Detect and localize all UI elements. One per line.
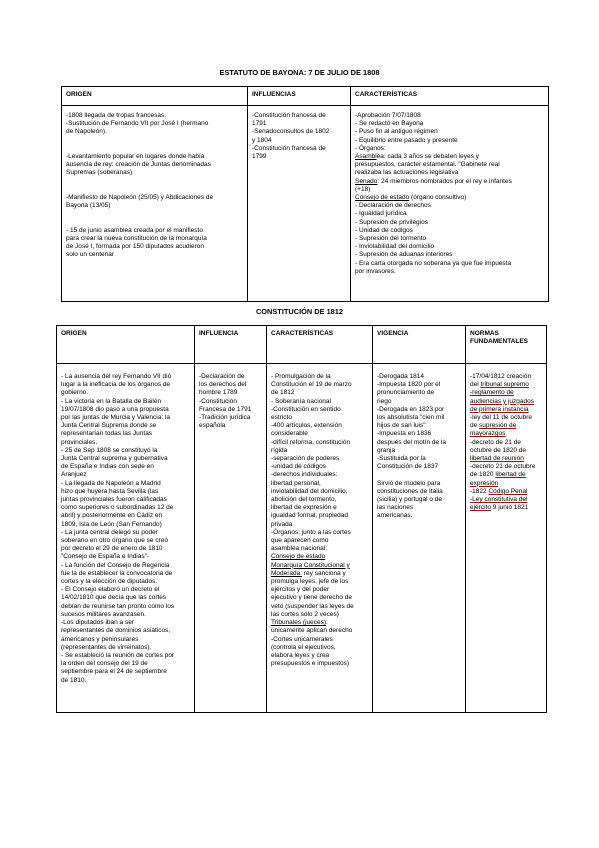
origen-line: - La junta central delegó su poder [61, 528, 158, 536]
norma-text: de [470, 422, 480, 430]
origen-line: hizo que huyera hasta Sevilla (las [61, 487, 159, 495]
codigo-penal-term: Código Penal [488, 487, 528, 495]
norma-text: del [470, 381, 481, 389]
table-row [57, 364, 547, 713]
caracteristica-line: -Aprobación 7/07/1808 [355, 112, 421, 119]
caracteristica-line: asamblea nacional: [271, 545, 328, 553]
senado-text: : 24 miembros nombrados por el rey e infantes [377, 177, 512, 185]
caracteristica-line: -400 artículos, extensión [271, 422, 342, 430]
ejercito-term: ejército [470, 504, 491, 512]
origen-line: "Consejo de España e Indias"- [61, 553, 150, 561]
caracteristica-line: - Puso fin al antiguo régimen [355, 128, 438, 136]
origen-line: de 1810. [61, 676, 87, 684]
header-origen: ORIGEN [62, 87, 248, 106]
origen-line: Junta Central suprema y gubernativa [61, 455, 168, 463]
caracteristica-line: que aparecen como [271, 537, 329, 545]
caracteristica-line: privada [271, 520, 293, 528]
origen-line: para crear la nueva constitución de la monarquía [66, 234, 207, 242]
header-influencia: INFLUENCIA [195, 326, 267, 364]
consejo-text: (órgano consultivo) [409, 194, 467, 202]
header-line: FUNDAMENTALES [470, 338, 529, 345]
caracteristica-line [355, 194, 544, 202]
origen-line: -Sustitución de Fernando VII por José I (hermano [66, 120, 209, 128]
origen-line: representarían todas las Juntas [61, 430, 153, 438]
spacer [377, 471, 461, 479]
vigencia-line: -Impuesta 1820 por el [377, 381, 441, 389]
influencia-line: -Constitución francesa de [252, 144, 326, 152]
reglamento-term: -reglamento de [470, 389, 514, 397]
reglamento-term: de primera instancia [470, 405, 529, 413]
vigencia-line: hijos de san luis" [377, 422, 426, 430]
caracteristica-line: de 1812 [271, 389, 295, 397]
estatuto-title: ESTATUTO DE BAYONA: 7 DE JULIO DE 1808 [219, 68, 380, 77]
consejo-estado-term: Consejo de estado [271, 553, 326, 561]
vigencia-line: los absolutista "cien mil [377, 414, 445, 422]
influencia-line: -Constitución francesa de [252, 112, 326, 119]
norma-line: -decreto 21 de octubre [470, 463, 536, 471]
caracteristica-line: -Órganos: junto a las cortes [271, 528, 351, 536]
caracteristica-line: -Cortes unicamerales [271, 635, 333, 643]
vigencia-line: riego [377, 397, 392, 405]
table-header-row [62, 87, 549, 106]
vigencia-line: pronunciamiento de [377, 389, 435, 397]
caracteristica-line: - Órganos: [355, 144, 386, 152]
estatuto-origen-cell [62, 106, 248, 302]
caracteristica-line [355, 153, 544, 161]
origen-line: cortes y la elección de diputados. [61, 578, 158, 586]
vigencia-line: americanas. [377, 512, 413, 520]
caracteristica-line: - Equilibrio entre pasado y presente [355, 136, 458, 144]
origen-line: fue la de establecer la convocatoria de [61, 569, 173, 577]
spacer [66, 178, 243, 186]
origen-line: - La función del Consejo de Regencia [61, 561, 170, 569]
vigencia-line: Constitución de 1837 [377, 463, 439, 471]
vigencia-line: después del motín de la [377, 438, 447, 446]
origen-line: representantes de dominios asiáticos, [61, 627, 171, 635]
monarquia-term: Monarquía Constitucional y [271, 561, 350, 569]
caracteristica-line: -derechos individuales: [271, 471, 338, 479]
caracteristica-line: - Se redactó en Bayona [355, 120, 424, 128]
caracteristica-line: realizaba las actuaciones legislativa [355, 169, 459, 177]
tribunales-colon: : [326, 619, 328, 627]
vigencia-line: -Impuesta en 1836 [377, 430, 432, 438]
moderada-text: rey sanciona y [302, 569, 346, 577]
influencia-line: española [199, 422, 226, 430]
norma-line: octubre de 1820 de [470, 446, 527, 454]
caracteristica-line: - Inviolabilidad del domicilio [355, 243, 435, 251]
libertad-term: libertad de [495, 471, 526, 479]
influencia-line: -Constitución [199, 397, 237, 405]
caracteristica-line: (controla el ejecutivos, [271, 643, 336, 651]
asamblea-term: Asambl [355, 153, 377, 161]
caracteristica-line: - Promulgación de la [271, 373, 331, 380]
origen-line: (representantes de virreinatos). [61, 643, 152, 651]
header-normas-fundamentales [466, 326, 547, 364]
norma-line [470, 381, 542, 389]
caracteristica-line: -difícil reforma, constitución [271, 438, 351, 446]
caracteristica-line [271, 570, 368, 578]
estatuto-influencias-cell [248, 106, 351, 302]
norma-line: -17/04/1812 creación [470, 373, 532, 380]
vigencia-line: -Sustituida por la [377, 455, 426, 463]
header-origen: ORIGEN [57, 326, 195, 364]
caracteristica-line: rígida [271, 446, 288, 454]
origen-line: 19/07/1808 dio paso a una propuesta [61, 405, 169, 413]
origen-line: - Se estableció la reunión de cortes por [61, 651, 175, 659]
constitucion-title: CONSTITUCIÓN DE 1812 [255, 307, 344, 316]
origen-line: lugar a la ineficacia de los órganos de [61, 381, 171, 389]
norma-text: de 1820 [470, 471, 496, 479]
moderada-term: Moderada: [271, 569, 303, 577]
norma-line: -decreto de 21 de [470, 438, 521, 446]
origen-line: Bayona (13/05) [66, 202, 111, 210]
origen-line: de José I, formada por 150 diputados acudieron [66, 243, 205, 251]
spacer [66, 145, 243, 153]
caracteristica-line: elabora leyes y crea [271, 651, 330, 659]
norma-line [470, 504, 542, 512]
caracteristica-line: estricto [271, 414, 292, 422]
table-row [62, 106, 549, 302]
origen-line: - El Consejo elaboró un decreto el [61, 586, 160, 594]
caracteristica-line: abolición del tormento, [271, 496, 337, 504]
spacer [66, 137, 243, 145]
norma-line [470, 422, 542, 430]
norma-line [470, 488, 542, 496]
origen-line: de España e Indias con sede en [61, 463, 154, 471]
influencia-line: hombre 1789 [199, 389, 238, 397]
caracteristica-line: veto (suspender las leyes de [271, 602, 354, 610]
consejo-term: Consejo de estado [355, 194, 410, 202]
origen-line: - 25 de Sep 1808 se constituyó la [61, 446, 158, 454]
origen-line: por decreto el 29 de enero de 1810 [61, 545, 163, 553]
origen-line: septiembre para el 24 de septiembre [61, 668, 167, 676]
caracteristica-line: presupuestos, carácter estamental. "Gabinete real [355, 161, 500, 169]
origen-line: - La llegada de Napoleón a Madrid [61, 479, 161, 487]
norma-text: 9 junio 1821 [490, 504, 529, 512]
origen-line: Aranjuez [61, 471, 87, 479]
spacer [66, 210, 243, 218]
influencia-line: 1791 [252, 120, 267, 128]
origen-line: juntas provinciales fueron calificadas [61, 496, 167, 504]
origen-line: por las juntas de Murcia y Valencia: la [61, 414, 170, 422]
caracteristica-line: promulga leyes, jefe de los [271, 578, 349, 586]
influencia-line: y 1804 [252, 136, 272, 144]
caracteristica-line: únicamente aplican derecho [271, 627, 353, 635]
caracteristica-line: -Constitución en sentido [271, 405, 341, 413]
caracteristica-line: - Igualdad jurídica [355, 210, 407, 218]
caracteristica-line: ejércitos y del poder [271, 586, 330, 594]
origen-line: gobierno. [61, 389, 89, 397]
reglamento-term: audiencias y juzgados [470, 397, 534, 405]
origen-line: Junta Central Suprema donde se [61, 422, 157, 430]
origen-line: ausencia de rey: creación de Juntas denominadas [66, 161, 211, 169]
origen-line: -Levantamiento popular en lugares donde había [66, 152, 205, 160]
origen-line: debían de reunirse tan pronto como los [61, 602, 175, 610]
caracteristica-line: libertad personal, [271, 479, 321, 487]
caracteristica-line: - Supresión de aduanas interiores [355, 251, 453, 259]
estatuto-caracteristicas-cell [351, 106, 549, 302]
header-caracteristicas: CARACTERÍSTICAS [351, 87, 549, 106]
origen-line: - La ausencia del rey Fernando VII dió [61, 373, 172, 380]
origen-line: de Napoleón). [66, 128, 107, 136]
origen-line: sucesos militares avanzasen. [61, 610, 146, 618]
origen-line: -Manifiesto de Napoleón (25/05) y Abdicaciones de [66, 193, 214, 201]
caracteristica-line: - Era carta otorgada no soberana ya que fue impuesta [355, 259, 512, 267]
caracteristica-line: - Declaración de derechos [355, 202, 431, 210]
constitucion-vigencia-cell [373, 364, 466, 713]
norma-line [470, 471, 542, 479]
origen-line: americanos y peninsulares [61, 635, 139, 643]
vigencia-line: Sirvió de modelo para [377, 479, 441, 487]
senado-term: Senado [355, 177, 378, 185]
caracteristica-line [271, 619, 368, 627]
vigencia-line: granja [377, 446, 396, 454]
header-vigencia: VIGENCIA [373, 326, 466, 364]
caracteristica-line: - Supresión del tormento [355, 235, 427, 243]
origen-line: - 15 de junio asamblea creada por el manifiesto [66, 226, 203, 234]
caracteristica-line: por invasores. [355, 267, 396, 275]
mayorazgos-term: mayorazgos [470, 430, 506, 438]
constitucion-normas-cell [466, 364, 547, 713]
asamblea-text: ea: cada 3 años se debaten leyes y [376, 153, 479, 161]
caracteristica-line: - Supresión de privilegios [355, 218, 428, 226]
norma-line: -ley del 11 de octubre [470, 414, 533, 422]
caracteristica-line: libertad de expresión e [271, 504, 337, 512]
origen-line: la orden del consejo del 19 de [61, 660, 148, 668]
influencia-line: -Senadoconsultos de 1802 [252, 128, 330, 136]
constitucion-origen-cell [57, 364, 195, 713]
constitucion-caracteristicas-cell [267, 364, 373, 713]
origen-line: abril) y posteriormente en Cádiz en [61, 512, 163, 520]
origen-line: - La victoria en la Batalla de Bailén [61, 397, 162, 405]
constitucion-influencia-cell [195, 364, 267, 713]
supresion-term: supresión de [479, 422, 517, 430]
spacer [66, 219, 243, 227]
caracteristica-line [355, 178, 544, 186]
origen-line: Supremas (soberanas) [66, 169, 133, 177]
origen-line: 1809, Isla de León (San Fernando) [61, 520, 162, 528]
caracteristica-line: igualdad formal, propiedad [271, 512, 348, 520]
origen-line: solo un centenar [66, 251, 115, 259]
caracteristica-line: Constitución el 19 de marzo [271, 381, 352, 389]
caracteristica-line: presupuestos e impuestos) [271, 660, 350, 668]
ley-ejercito-term: -Ley constitutiva del [470, 496, 528, 504]
vigencia-line: (sicilia) y portugal o de [377, 496, 443, 504]
vigencia-line: -Derogada en 1823 por [377, 405, 445, 413]
caracteristica-line: - Soberanía nacional [271, 397, 331, 405]
influencia-line: 1799 [252, 153, 267, 161]
constitucion-table [56, 325, 547, 713]
origen-line: -Los diputados iban a ser [61, 619, 134, 627]
caracteristica-line: ejecutivo y tiene derecho de [271, 594, 352, 602]
origen-line: 14/02/1810 que decía que las cortes [61, 594, 167, 602]
header-influencias: INFLUENCIAS [248, 87, 351, 106]
caracteristica-line: las cortes sólo 2 veces) [271, 610, 339, 618]
header-caracteristicas: CARACTERÍSTICAS [267, 326, 373, 364]
caracteristica-line: inviolabilidad del domicilio, [271, 487, 348, 495]
estatuto-table [61, 86, 549, 302]
reunion-term: libertad de reunión [470, 455, 524, 463]
vigencia-line: las naciones [377, 504, 414, 512]
origen-line: soberano en otro órgano que se creó [61, 537, 168, 545]
spacer [66, 186, 243, 194]
table-header-row [57, 326, 547, 364]
influencia-line: los derechos del [199, 381, 247, 389]
origen-line: provinciales. [61, 438, 98, 446]
influencia-line: -Tradición jurídica [199, 414, 251, 422]
influencia-line: -Declaración de [199, 373, 245, 380]
norma-text: -1822 [470, 487, 489, 495]
influencia-line: Francesa de 1791 [199, 405, 252, 413]
header-line: NORMAS [470, 330, 499, 337]
vigencia-line: constituciones de Italia [377, 487, 443, 495]
expresion-term: expresión [470, 479, 499, 487]
tribunales-term: Tribunales (jueces) [271, 619, 327, 627]
vigencia-line: -Derogada 1814 [377, 373, 424, 380]
tribunal-supremo-term: tribunal supremo [480, 381, 529, 389]
caracteristica-line: (+18) [355, 185, 371, 193]
origen-line: -1808 llegada de tropas francesas. [66, 112, 167, 119]
origen-line: como superiores o subordinadas 12 de [61, 504, 174, 512]
caracteristica-line: considerable [271, 430, 308, 438]
caracteristica-line: - Unidad de códigos [355, 226, 413, 234]
caracteristica-line: -unidad de códigos [271, 463, 326, 471]
caracteristica-line: -separación de poderes [271, 455, 340, 463]
